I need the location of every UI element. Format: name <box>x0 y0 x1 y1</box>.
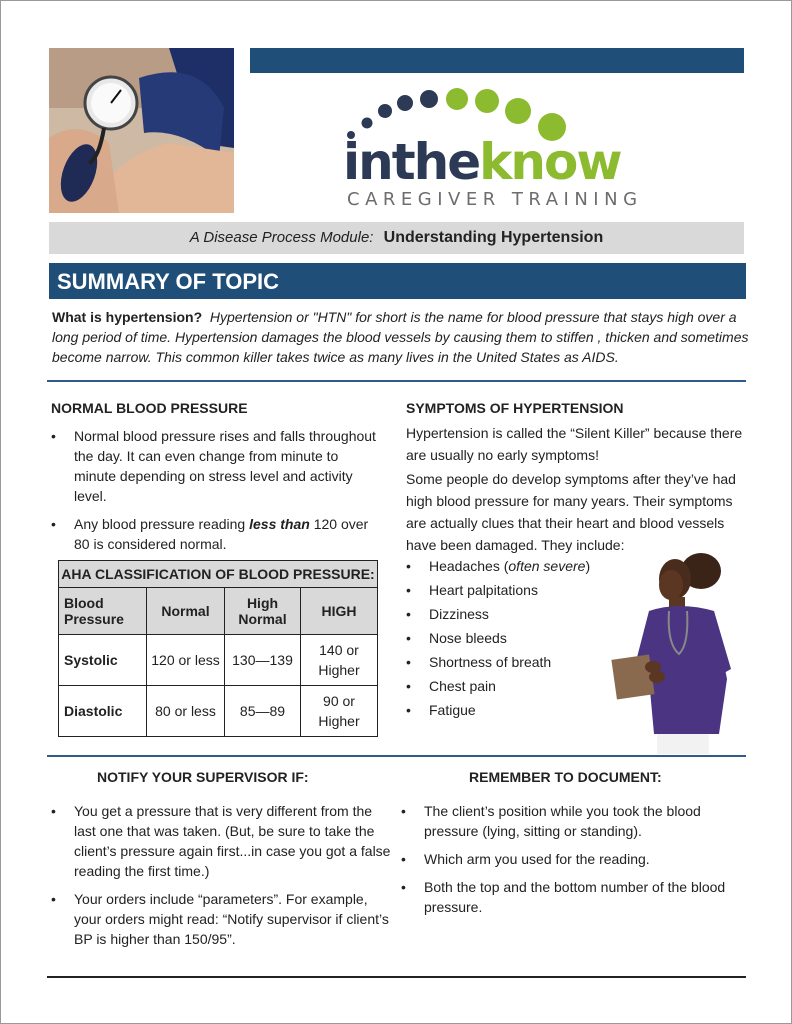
notify-list <box>51 801 391 957</box>
table-header: High Normal <box>225 588 301 635</box>
notify-title: NOTIFY YOUR SUPERVISOR IF: <box>97 769 309 785</box>
symptoms-para2: Some people do develop symptoms after they’ve had high blood pressure for many years. Their symptoms are actually clues that their heart and blood vessels have been damaged. They include: <box>406 471 736 553</box>
normal-bp-title: NORMAL BLOOD PRESSURE <box>51 400 248 416</box>
list-item: • Any blood pressure reading less than 120 over 80 is considered normal. <box>51 514 381 554</box>
list-item: • Nose bleeds <box>406 628 606 648</box>
nurse-illustration <box>609 549 739 754</box>
table-header-row <box>59 588 378 635</box>
table-cell: 130—139 <box>225 635 301 686</box>
list-item: • Both the top and the bottom number of the blood pressure. <box>401 877 741 917</box>
module-bar <box>49 222 744 254</box>
list-item: • Your orders include “parameters”. For example, your orders might read: “Notify supervisor if client’s BP is higher than 150/95”. <box>51 889 391 949</box>
document-title: REMEMBER TO DOCUMENT: <box>469 769 662 785</box>
divider-top <box>47 380 746 382</box>
table-cell: 80 or less <box>147 686 225 737</box>
document-list <box>401 801 741 925</box>
table-cell: 140 or Higher <box>301 635 378 686</box>
list-item: • Fatigue <box>406 700 606 720</box>
list-item: • Chest pain <box>406 676 606 696</box>
list-item: • Headaches (often severe) <box>406 556 606 576</box>
blood-pressure-photo <box>49 48 234 213</box>
summary-heading: SUMMARY OF TOPIC <box>49 263 746 299</box>
table-cell: Diastolic <box>59 686 147 737</box>
summary-intro <box>52 307 752 367</box>
summary-question: What is hypertension? <box>52 309 203 325</box>
aha-classification-table <box>58 560 378 737</box>
list-item: • You get a pressure that is very different from the last one that was taken. (But, be sure to take the client’s pressure again first...in case you got a false reading the first time.) <box>51 801 391 881</box>
symptoms-title: SYMPTOMS OF HYPERTENSION <box>406 400 624 416</box>
table-cell: 90 or Higher <box>301 686 378 737</box>
symptoms-para1: Hypertension is called the “Silent Killer” because there are usually no early symptoms! <box>406 425 743 463</box>
logo-wordmark: intheknow <box>343 133 621 191</box>
logo-subtitle: CAREGIVER TRAINING <box>347 189 643 210</box>
table-row <box>59 686 378 737</box>
list-item: • The client’s position while you took the blood pressure (lying, sitting or standing). <box>401 801 741 841</box>
list-item: • Normal blood pressure rises and falls throughout the day. It can even change from minute to minute depending on stress level and activity level. <box>51 426 381 506</box>
table-caption: AHA CLASSIFICATION OF BLOOD PRESSURE: <box>59 561 378 588</box>
list-item: • Shortness of breath <box>406 652 606 672</box>
header-accent-bar <box>250 48 744 73</box>
table-header: Normal <box>147 588 225 635</box>
summary-answer: Hypertension or "HTN" for short is the name for blood pressure that stays high over a long period of time. Hypertension damages the blood vessels by causing them to stiffen , thicken and sometimes become narrow. This common killer takes twice as many lives in the United States as AIDS. <box>52 309 749 365</box>
table-row <box>59 635 378 686</box>
normal-bp-list <box>51 426 381 562</box>
table-header: Blood Pressure <box>59 588 147 635</box>
list-item: • Which arm you used for the reading. <box>401 849 741 869</box>
table-header: HIGH <box>301 588 378 635</box>
in-the-know-logo <box>301 81 721 216</box>
list-item: • Dizziness <box>406 604 606 624</box>
table-cell: 120 or less <box>147 635 225 686</box>
divider-bottom <box>47 976 746 978</box>
table-cell: 85—89 <box>225 686 301 737</box>
symptoms-list <box>406 556 606 724</box>
module-title: Understanding Hypertension <box>383 229 604 246</box>
module-prefix: A Disease Process Module: <box>189 229 374 246</box>
table-cell: Systolic <box>59 635 147 686</box>
list-item: • Heart palpitations <box>406 580 606 600</box>
divider-middle <box>47 755 746 757</box>
